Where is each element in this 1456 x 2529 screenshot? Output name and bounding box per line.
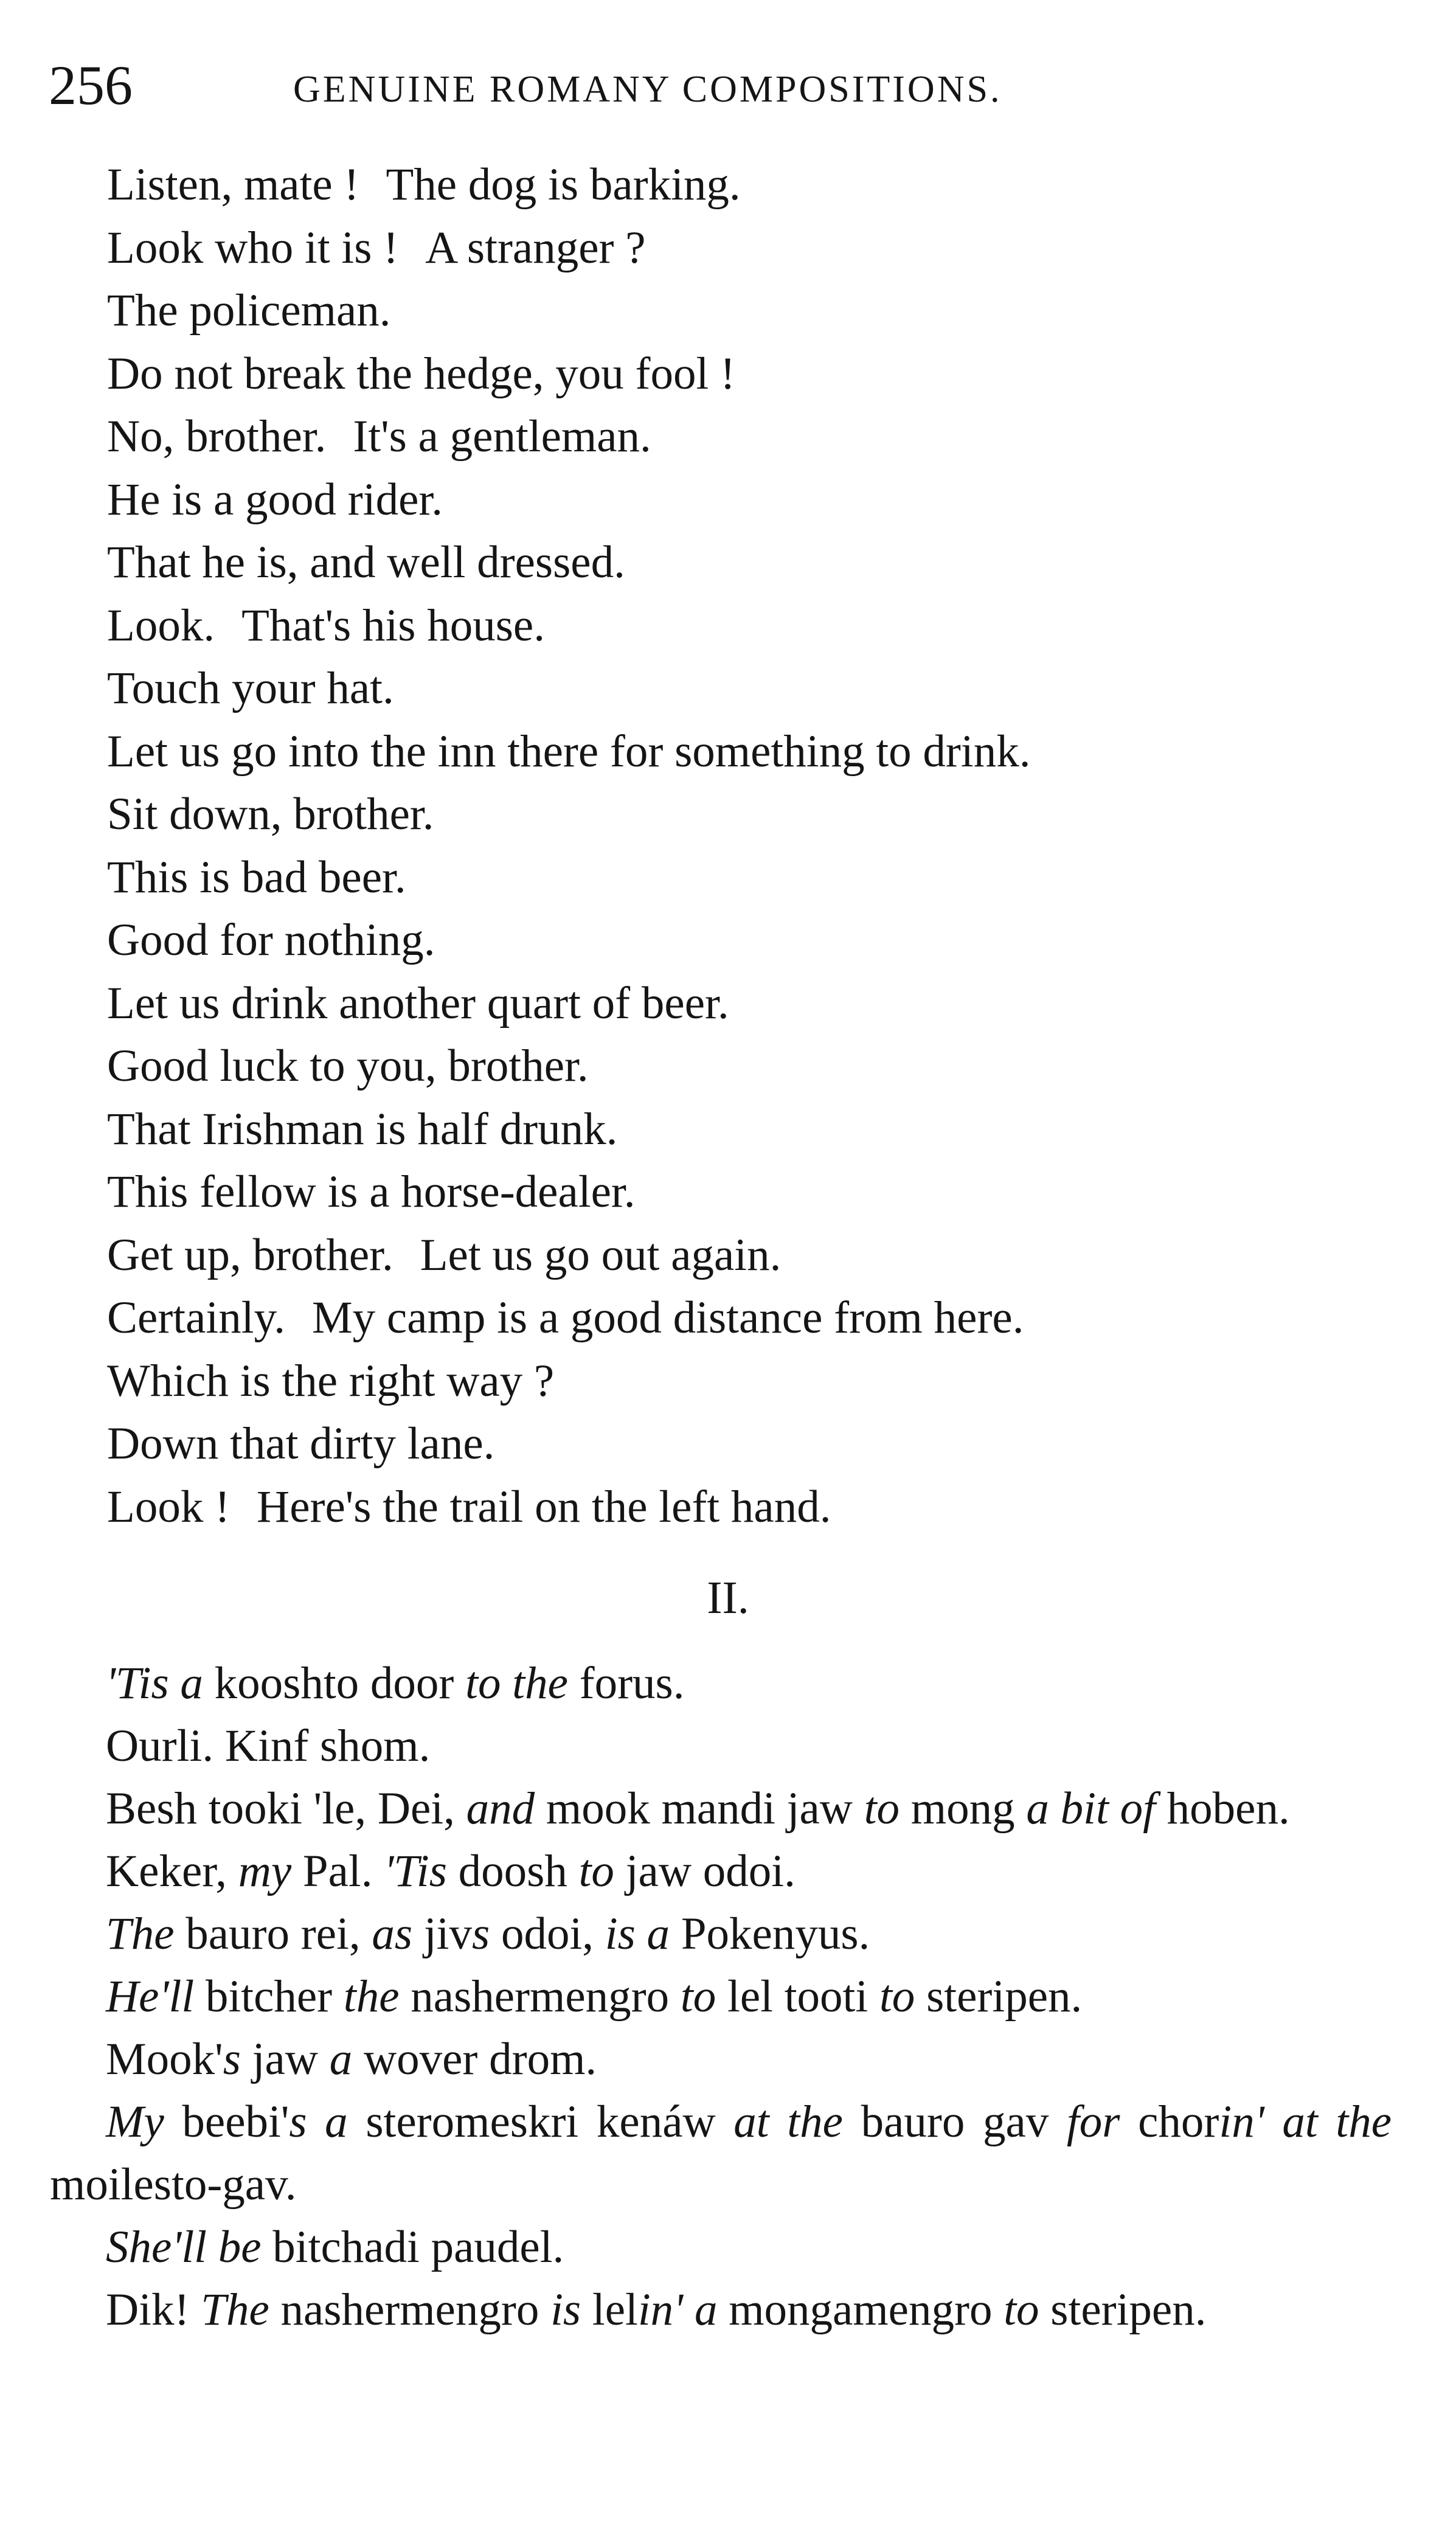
text-run: Mook' [106, 2034, 223, 2084]
italic-text-run: at the [733, 2097, 843, 2147]
text-line [107, 1160, 1384, 1224]
text-run [683, 2284, 695, 2335]
italic-text-run: 'Tis [384, 1846, 447, 1896]
text-run: steromeskri kenáw [347, 2097, 734, 2147]
text-line [107, 783, 1384, 846]
text-run: wover drom. [352, 2034, 597, 2084]
text-run: beebi' [164, 2097, 289, 2147]
text-run: jaw [240, 2034, 330, 2084]
italic-text-run: s [472, 1909, 490, 1959]
italic-text-run: to the [465, 1658, 568, 1709]
section-two-paragraphs [50, 1652, 1392, 2341]
text-run: bitchadi paudel. [261, 2222, 564, 2272]
sentence: Do not break the hedge, you fool ! [107, 348, 736, 399]
sentence: Down that dirty lane. [107, 1418, 495, 1469]
italic-text-run: She'll be [106, 2222, 262, 2272]
sentence: My camp is a good distance from here. [311, 1292, 1024, 1343]
text-line [107, 594, 1384, 657]
italic-text-run: He'll [106, 1971, 195, 2022]
text-line [107, 1224, 1384, 1287]
text-line [107, 531, 1384, 594]
text-run: mong [900, 1783, 1027, 1834]
romany-paragraph [50, 1777, 1392, 1840]
romany-paragraph [50, 2278, 1392, 2341]
sentence: Let us go out again. [420, 1229, 782, 1280]
text-line [107, 846, 1384, 909]
text-run: steripen. [915, 1971, 1083, 2022]
sentence: Look ! [107, 1481, 231, 1532]
text-run: bitcher [194, 1971, 344, 2022]
text-line [107, 1286, 1384, 1350]
sentence: Look who it is ! [107, 222, 399, 273]
sentence: He is a good rider. [107, 474, 443, 525]
text-run: odoi, [490, 1909, 605, 1959]
italic-text-run: a [694, 2284, 718, 2335]
sentence: The policeman. [107, 285, 391, 336]
italic-text-run: a bit of [1026, 1783, 1156, 1834]
text-run: bauro rei, [174, 1909, 372, 1959]
italic-text-run: in' [637, 2284, 684, 2335]
italic-text-run: 'Tis a [106, 1658, 203, 1709]
sentence: Here's the trail on the left hand. [257, 1481, 831, 1532]
romany-paragraph [50, 1840, 1392, 1903]
italic-text-run: to [879, 1971, 915, 2022]
italic-text-run: s [223, 2034, 241, 2084]
italic-text-run: The [106, 1909, 175, 1959]
sentence: Sit down, brother. [107, 789, 434, 839]
text-line [107, 1098, 1384, 1161]
italic-text-run: and [466, 1783, 535, 1834]
text-run: Pal. [291, 1846, 384, 1896]
text-run: steripen. [1039, 2284, 1207, 2335]
text-line [107, 405, 1384, 468]
sentence: It's a gentleman. [353, 411, 651, 462]
text-run: jaw odoi. [614, 1846, 796, 1896]
sentence: A stranger ? [425, 222, 646, 273]
sentence: This fellow is a horse-dealer. [107, 1167, 636, 1217]
italic-text-run: to [578, 1846, 614, 1896]
romany-paragraph [50, 1965, 1392, 2028]
text-line [107, 342, 1384, 406]
section-one-lines [107, 153, 1384, 1538]
text-run: Keker, [106, 1846, 238, 1896]
italic-text-run: is [550, 2284, 581, 2335]
text-run: forus. [567, 1658, 685, 1709]
text-line [107, 657, 1384, 720]
text-run: chor [1120, 2097, 1219, 2147]
sentence: Touch your hat. [107, 663, 394, 713]
sentence: Certainly. [107, 1292, 285, 1343]
text-run: doosh [446, 1846, 579, 1896]
text-run: lel [581, 2284, 638, 2335]
romany-paragraph [50, 1715, 1392, 1777]
text-line [107, 1412, 1384, 1476]
text-line [107, 153, 1384, 217]
text-run: jiv [412, 1909, 472, 1959]
text-line [107, 909, 1384, 972]
italic-text-run: for [1066, 2097, 1120, 2147]
text-run: lel tooti [716, 1971, 879, 2022]
sentence: That Irishman is half drunk. [107, 1103, 618, 1154]
text-line [107, 720, 1384, 783]
sentence: The dog is barking. [386, 159, 741, 210]
italic-text-run: to [680, 1971, 716, 2022]
page-header [49, 49, 1411, 128]
sentence: Get up, brother. [107, 1229, 393, 1280]
text-run: nashermengro [269, 2284, 551, 2335]
text-line [107, 1476, 1384, 1539]
italic-text-run: The [201, 2284, 269, 2335]
italic-text-run: as [372, 1909, 413, 1959]
italic-text-run: a [329, 2034, 353, 2084]
romany-paragraph [50, 1652, 1392, 1715]
text-run: mongamengro [717, 2284, 1004, 2335]
text-line [107, 972, 1384, 1035]
section-two-title: II. [707, 1572, 749, 1623]
romany-paragraph [50, 2216, 1392, 2278]
romany-paragraph [50, 1903, 1392, 1965]
sentence: That he is, and well dressed. [107, 537, 625, 588]
text-run: Pokenyus. [670, 1909, 870, 1959]
text-run: Dik! [106, 2284, 201, 2335]
text-line [107, 468, 1384, 532]
italic-text-run: my [238, 1846, 292, 1896]
text-line [107, 279, 1384, 342]
running-head: GENUINE ROMANY COMPOSITIONS. [293, 69, 1002, 110]
text-run: Ourli. Kinf shom. [106, 1721, 431, 1771]
italic-text-run: s a [289, 2097, 348, 2147]
italic-text-run: the [343, 1971, 400, 2022]
sentence: Good luck to you, brother. [107, 1041, 589, 1091]
page-number: 256 [49, 54, 133, 116]
sentence: This is bad beer. [107, 852, 406, 903]
text-line [107, 1350, 1384, 1413]
sentence: No, brother. [107, 411, 327, 462]
italic-text-run: My [106, 2097, 164, 2147]
text-run: moilesto-gav. [50, 2159, 297, 2210]
sentence: That's his house. [241, 600, 545, 651]
italic-text-run: to [864, 1783, 900, 1834]
text-run: kooshto door [203, 1658, 466, 1709]
text-line [107, 217, 1384, 280]
romany-paragraph [50, 2028, 1392, 2090]
text-run: bauro gav [842, 2097, 1067, 2147]
sentence: Listen, mate ! [107, 159, 359, 210]
text-run: hoben. [1155, 1783, 1290, 1834]
sentence: Which is the right way ? [107, 1355, 555, 1406]
romany-paragraph [50, 2090, 1392, 2216]
italic-text-run: in' at the [1219, 2097, 1392, 2147]
italic-text-run: to [1004, 2284, 1039, 2335]
text-run: Besh tooki 'le, Dei, [106, 1783, 466, 1834]
text-line [107, 1035, 1384, 1098]
italic-text-run: is a [605, 1909, 670, 1959]
text-run: nashermengro [399, 1971, 681, 2022]
sentence: Look. [107, 600, 215, 651]
sentence: Let us drink another quart of beer. [107, 977, 729, 1029]
sentence: Let us go into the inn there for something to drink. [107, 726, 1031, 777]
text-run: mook mandi jaw [535, 1783, 864, 1834]
sentence: Good for nothing. [107, 915, 435, 965]
